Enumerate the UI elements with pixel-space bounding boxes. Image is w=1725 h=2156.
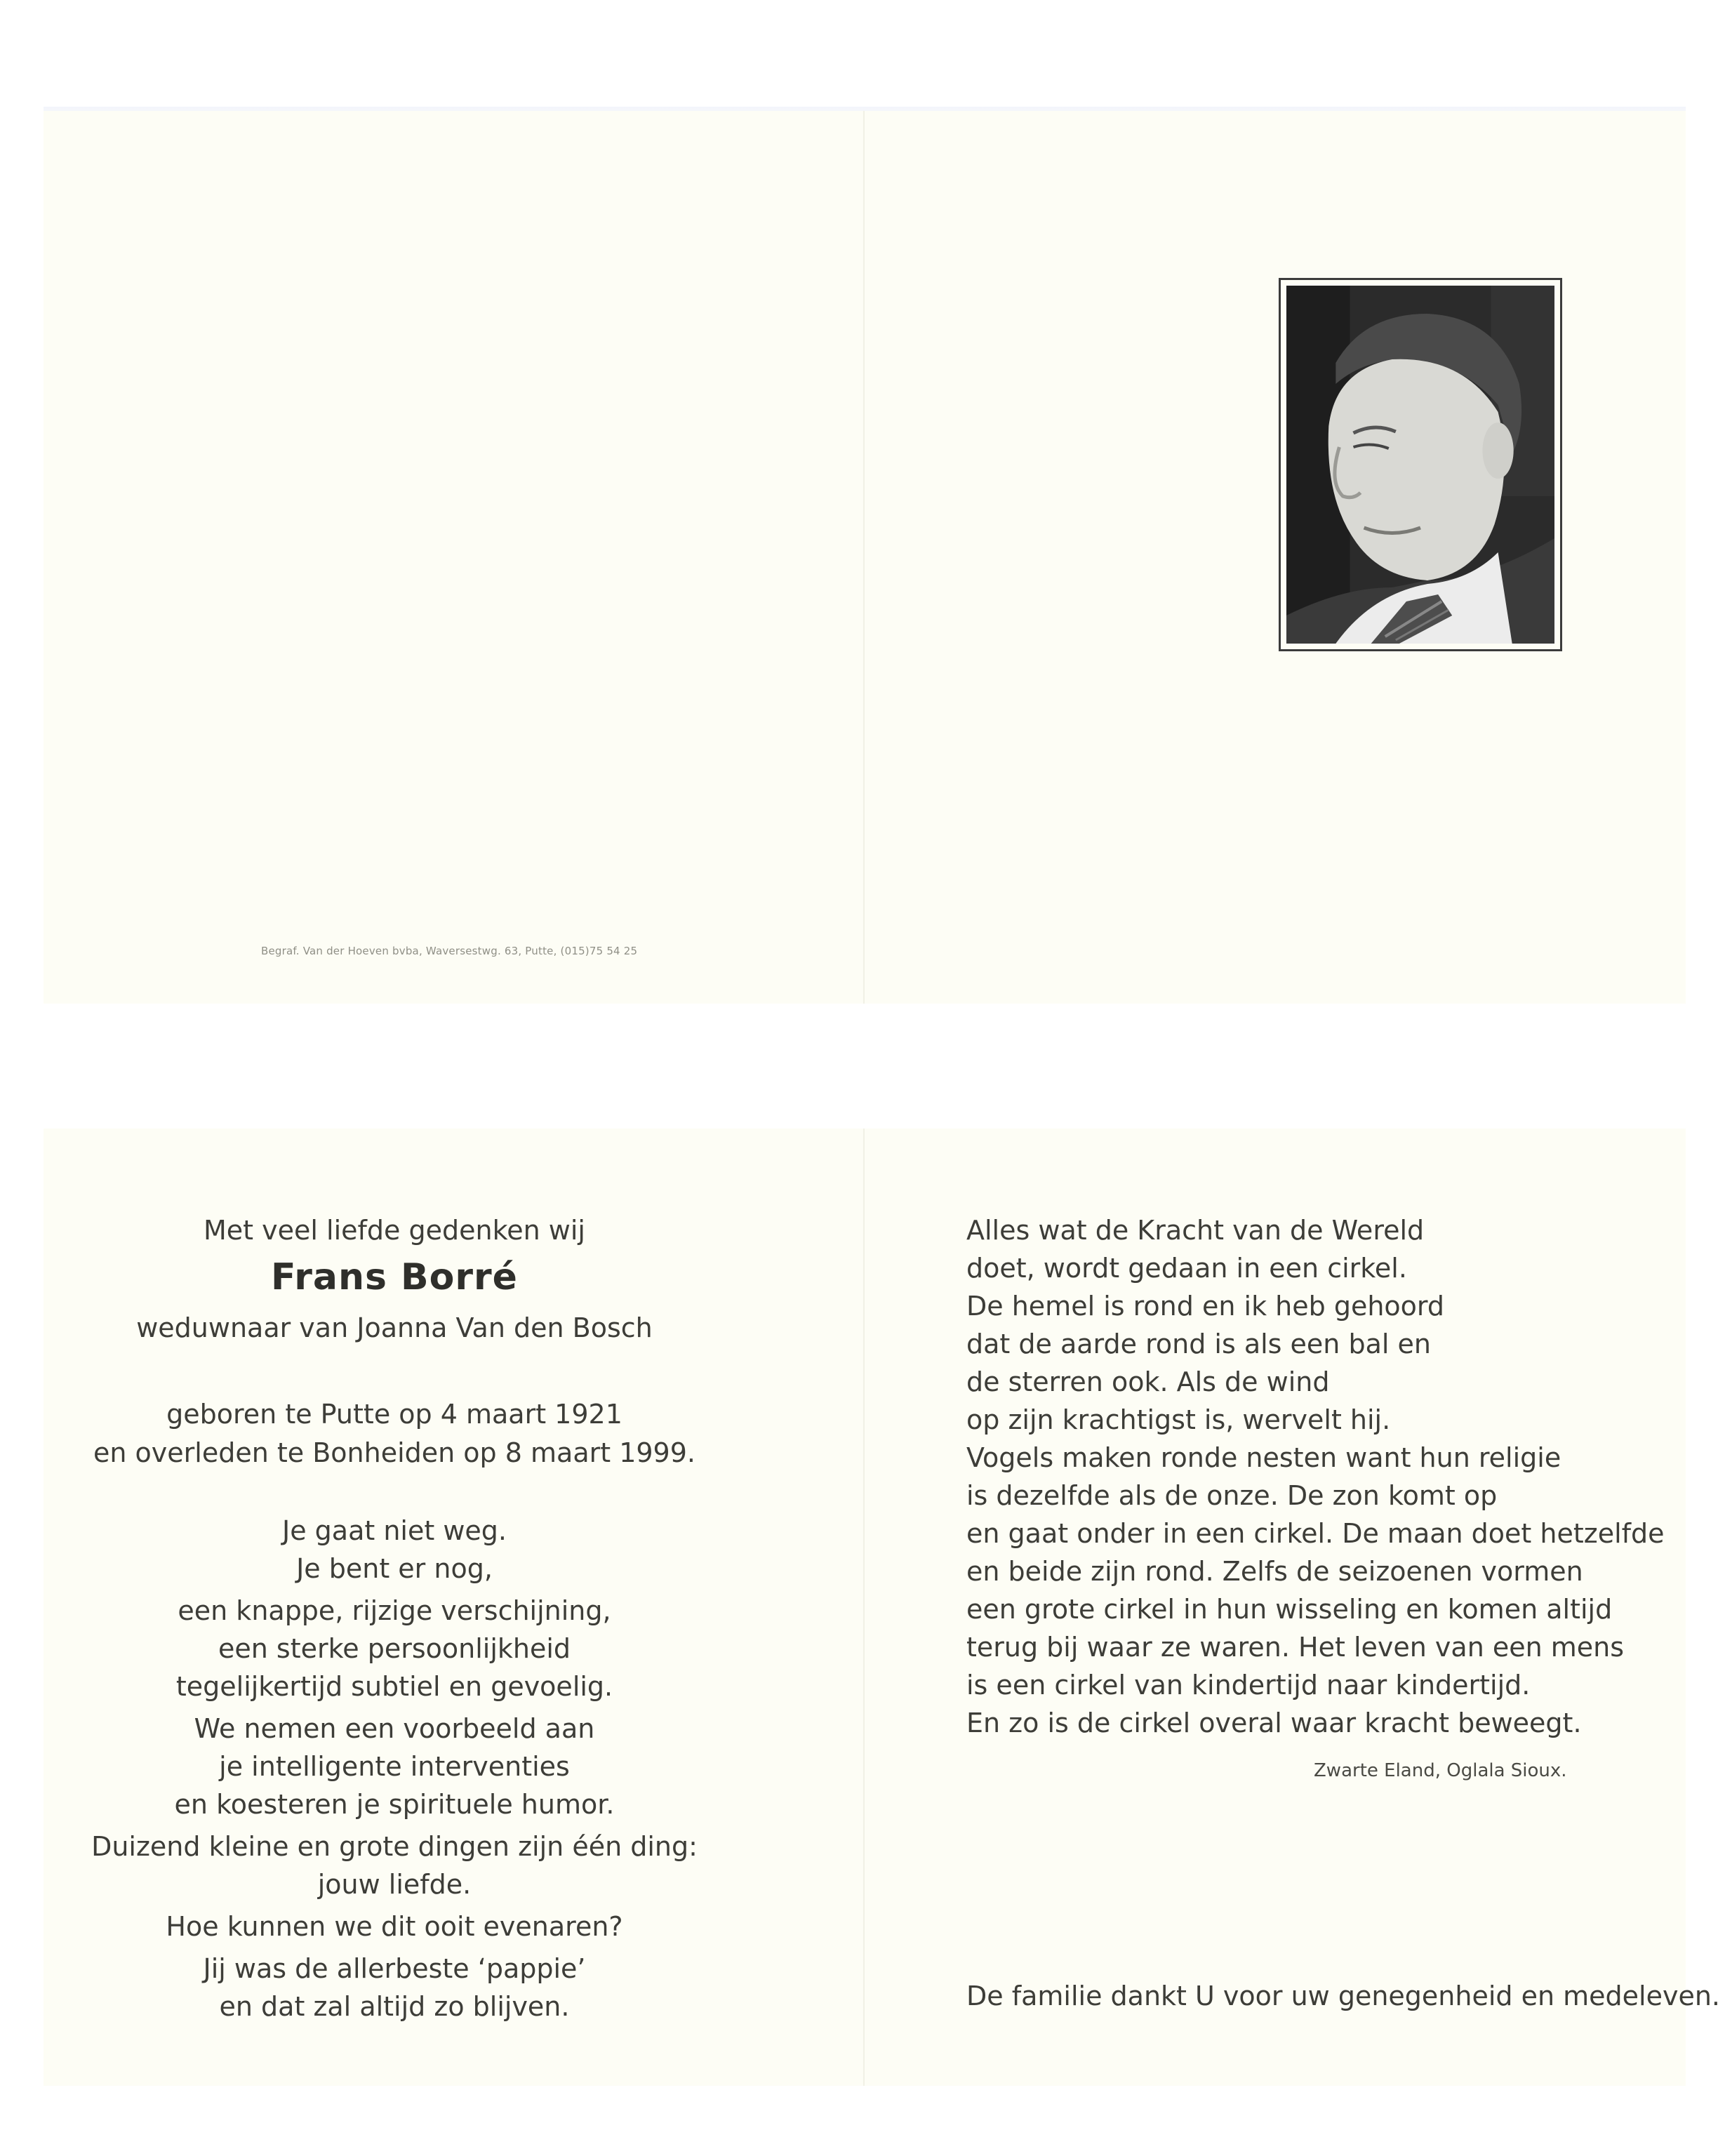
intro-line: Met veel liefde gedenken wij <box>204 1215 585 1246</box>
portrait-image <box>1286 286 1554 644</box>
deceased-name: Frans Borré <box>271 1256 518 1298</box>
poem-left <box>44 1512 745 2025</box>
poem-right-line: doet, wordt gedaan in een cirkel. <box>966 1253 1407 1284</box>
portrait-frame <box>1279 278 1562 651</box>
born-line: geboren te Putte op 4 maart 1921 <box>166 1399 622 1430</box>
fold-line <box>863 111 865 1004</box>
dates-block <box>44 1395 745 1472</box>
poem-right-line: is een cirkel van kindertijd naar kindertijd. <box>966 1670 1531 1701</box>
poem-right-line: terug bij waar ze waren. Het leven van een mens <box>966 1632 1625 1663</box>
printer-imprint: Begraf. Van der Hoeven bvba, Waversestwg. 63, Putte, (015)75 54 25 <box>261 945 638 957</box>
poem-left-line: je intelligente interventies <box>219 1751 570 1782</box>
card-outside <box>44 111 1686 1004</box>
died-line: en overleden te Bonheiden op 8 maart 1999. <box>93 1437 695 1468</box>
poem-right-line: dat de aarde rond is als een bal en <box>966 1329 1431 1359</box>
poem-right-line: Vogels maken ronde nesten want hun religie <box>966 1442 1561 1473</box>
poem-right-line: en beide zijn rond. Zelfs de seizoenen vormen <box>966 1556 1583 1587</box>
poem-attribution: Zwarte Eland, Oglala Sioux. <box>1314 1760 1567 1781</box>
poem-left-line: en koesteren je spirituele humor. <box>174 1789 615 1820</box>
poem-right-line: op zijn krachtigst is, wervelt hij. <box>966 1404 1391 1435</box>
fold-line <box>863 1129 865 2086</box>
poem-left-line: een knappe, rijzige verschijning, <box>178 1595 611 1626</box>
poem-left-line: en dat zal altijd zo blijven. <box>219 1991 570 2022</box>
thanks-line: De familie dankt U voor uw genegenheid en medeleven. <box>966 1981 1721 2011</box>
poem-right-line: de sterren ook. Als de wind <box>966 1366 1330 1397</box>
poem-left-line: Jij was de allerbeste ‘pappie’ <box>203 1953 586 1984</box>
poem-left-line: We nemen een voorbeeld aan <box>194 1713 595 1744</box>
poem-right-line: en gaat onder in een cirkel. De maan doet hetzelfde <box>966 1518 1665 1549</box>
poem-right-line: is dezelfde als de onze. De zon komt op <box>966 1480 1498 1511</box>
poem-left-line: Je gaat niet weg. <box>282 1515 507 1546</box>
poem-right-line: De hemel is rond en ik heb gehoord <box>966 1291 1444 1322</box>
poem-left-line: Hoe kunnen we dit ooit evenaren? <box>166 1911 623 1942</box>
poem-left-line: tegelijkertijd subtiel en gevoelig. <box>175 1671 613 1702</box>
poem-left-line: jouw liefde. <box>317 1869 472 1900</box>
poem-left-line: Je bent er nog, <box>296 1553 493 1584</box>
poem-right-line: een grote cirkel in hun wisseling en komen altijd <box>966 1594 1613 1625</box>
poem-right-line: En zo is de cirkel overal waar kracht beweegt. <box>966 1708 1582 1738</box>
poem-left-line: een sterke persoonlijkheid <box>218 1633 571 1664</box>
widow-line: weduwnaar van Joanna Van den Bosch <box>136 1312 653 1343</box>
card-inside <box>44 1129 1721 2086</box>
poem-right <box>966 1211 1665 1742</box>
portrait-photo <box>1286 286 1554 644</box>
poem-right-line: Alles wat de Kracht van de Wereld <box>966 1215 1425 1246</box>
poem-left-line: Duizend kleine en grote dingen zijn één ding: <box>91 1831 698 1862</box>
